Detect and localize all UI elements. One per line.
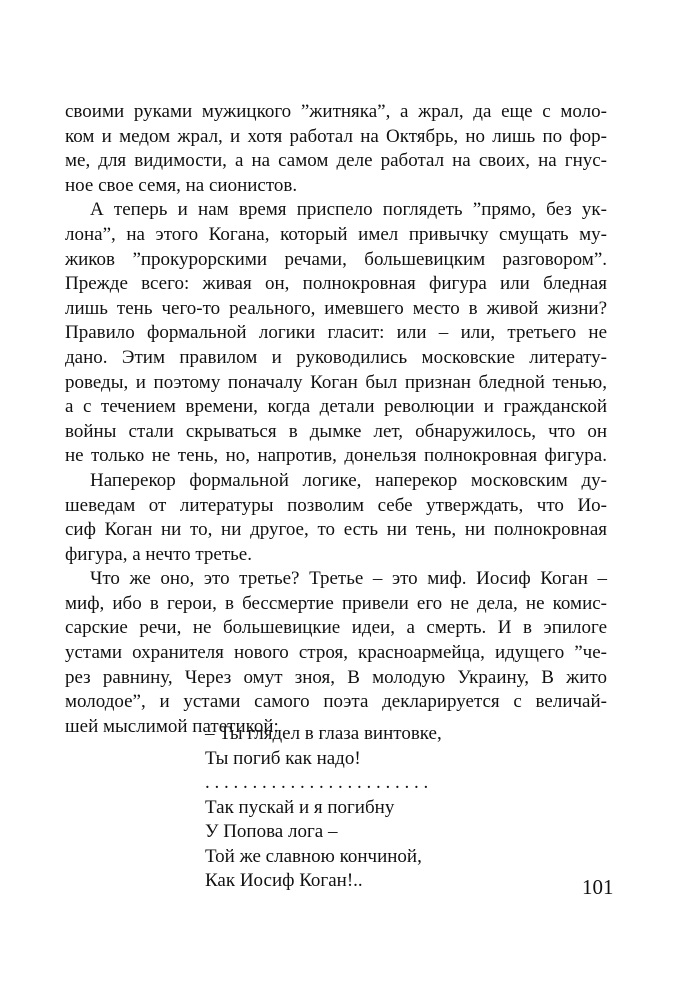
poem-quote [205,722,505,894]
text-line: дано. Этим правилом и руководились московские литерату- [65,346,607,368]
text-line: жиков ”прокурорскими речами, большевицким разговором”. [65,248,607,270]
text-line: лишь тень чего-то реального, имевшего место в живой жизни? [65,297,607,319]
text-line: молодое”, и устами самого поэта декларируется с величай- [65,691,607,713]
page-number: 101 [582,875,614,899]
text-line: сиф Коган ни то, ни другое, то есть ни тень, ни полнокровная [65,519,607,541]
poem-line: У Попова лога – [205,821,338,842]
text-line: лона”, на этого Когана, который имел привычку смущать му- [65,223,607,245]
paragraph-3 [65,469,607,567]
poem-line: Как Иосиф Коган!.. [205,870,363,891]
text-line: устами охранителя нового строя, красноармейца, идущего ”че- [65,642,607,664]
text-line: рез равнину, Через омут зноя, В молодую Украину, В жито [65,666,607,688]
poem-line: Так пускай и я погибну [205,796,395,818]
text-line: роведы, и поэтому поначалу Коган был признан бледной тенью, [65,371,607,393]
text-line: войны стали скрываться в дымке лет, обнаружилось, что он [65,420,607,442]
text-line: ком и медом жрал, и хотя работал на Октябрь, но лишь по фор- [65,125,607,147]
text-line: шеведам от литературы позволим себе утверждать, что Ио- [65,494,607,516]
text-line: не только не тень, но, напротив, донельзя полнокровная фигура. [65,445,607,467]
body-text [65,100,607,739]
paragraph-2 [65,198,607,469]
text-line: фигура, а нечто третье. [65,543,252,565]
text-line: Наперекор формальной логике, наперекор московским ду- [90,469,607,491]
text-line: шей мыслимой патетикой: [65,715,279,737]
poem-ellipsis-line: . . . . . . . . . . . . . . . . . . . . . . . . [205,772,429,793]
poem-line: – Ты глядел в глаза винтовке, [205,723,442,744]
text-line: Что же оно, это третье? Третье – это миф. Иосиф Коган – [90,568,607,590]
text-line: Прежде всего: живая он, полнокровная фигура или бледная [65,273,607,295]
text-line: Правило формальной логики гласит: или – или, третьего не [65,322,607,344]
poem-line: Ты погиб как надо! [205,747,361,769]
text-line: а с течением времени, когда детали революции и гражданской [65,396,607,418]
poem-line: Той же славною кончиной, [205,845,422,867]
paragraph-1 [65,100,607,198]
paragraph-4 [65,567,607,739]
text-line: миф, ибо в герои, в бессмертие привели его не дела, не комис- [65,592,607,614]
text-line: ное свое семя, на сионистов. [65,174,298,196]
text-line: А теперь и нам время приспело поглядеть ”прямо, без ук- [90,199,607,221]
text-line: сарские речи, не большевицкие идеи, а смерть. И в эпилоге [65,617,607,639]
text-line: своими руками мужицкого ”житняка”, а жрал, да еще с моло- [65,101,607,122]
text-line: ме, для видимости, а на самом деле работал на своих, на гнус- [65,150,607,172]
